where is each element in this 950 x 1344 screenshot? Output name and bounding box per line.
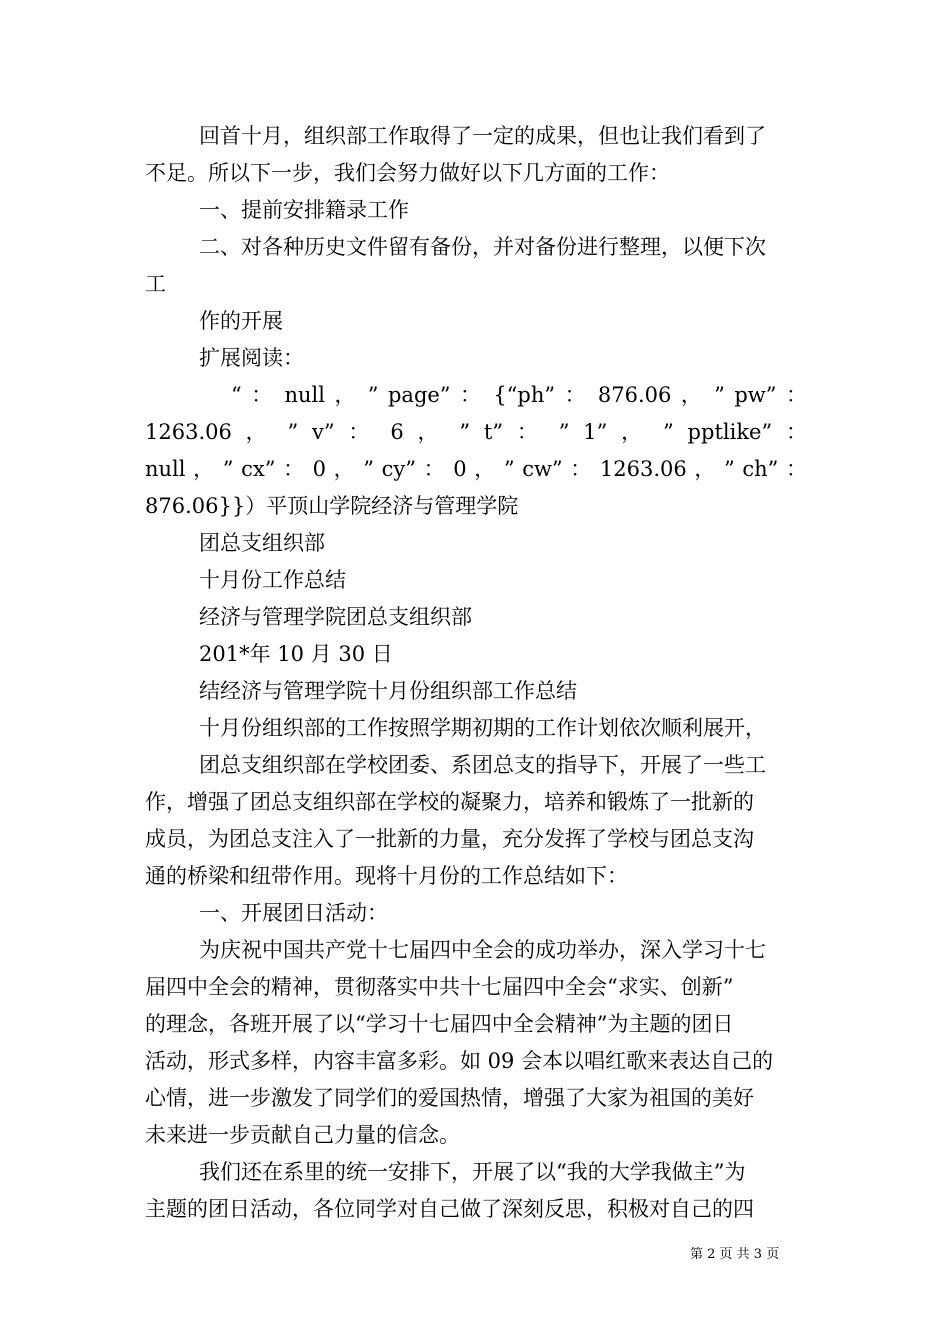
text-line: 未来进一步贡献自己力量的信念。	[145, 1123, 460, 1147]
text-line: 团总支组织部在学校团委、系团总支的指导下，开展了一些工	[199, 753, 766, 777]
text-line: 我们还在系里的统一安排下，开展了以“我的大学我做主”为	[199, 1160, 746, 1184]
text-line: 一、开展团日活动：	[199, 901, 388, 925]
text-line: 成员，为团总支注入了一批新的力量，充分发挥了学校与团总支沟	[145, 827, 754, 851]
text-line: 876.06}}）平顶山学院经济与管理学院	[145, 494, 519, 518]
document-body	[145, 118, 807, 1228]
text-line: 不足。所以下一步，我们会努力做好以下几方面的工作：	[145, 161, 670, 185]
text-line: 的理念，各班开展了以“学习十七届四中全会精神”为主题的团日	[145, 1012, 734, 1036]
text-line: 回首十月，组织部工作取得了一定的成果，但也让我们看到了	[199, 124, 766, 148]
text-line: “ ： null ， ” page” ： {“ph” ： 876.06 ， ” pw” ：	[231, 383, 807, 407]
text-line: 经济与管理学院团总支组织部	[199, 605, 472, 629]
text-line: 一、提前安排籍录工作	[199, 198, 409, 222]
text-line: 通的桥梁和纽带作用。现将十月份的工作总结如下：	[145, 864, 628, 888]
text-line: 结经济与管理学院十月份组织部工作总结	[199, 679, 577, 703]
text-line: 二、对各种历史文件留有备份，并对备份进行整理，以便下次	[199, 235, 766, 259]
text-line: 201*年 10 月 30 日	[199, 642, 393, 666]
text-line: 活动，形式多样，内容丰富多彩。如 09 会本以唱红歌来表达自己的	[145, 1049, 774, 1073]
text-line: 为庆祝中国共产党十七届四中全会的成功举办，深入学习十七	[199, 938, 766, 962]
text-line: 十月份组织部的工作按照学期初期的工作计划依次顺利展开，	[199, 716, 766, 740]
text-line: 团总支组织部	[199, 531, 325, 555]
text-line: 主题的团日活动，各位同学对自己做了深刻反思，积极对自己的四	[145, 1197, 754, 1221]
text-line: null ， ” cx” ： 0 ， ” cy” ： 0 ， ” cw” ： 1263.06 ， ” ch” ：	[145, 457, 807, 481]
text-line: 届四中全会的精神，贯彻落实中共十七届四中全会“求实、创新”	[145, 975, 734, 999]
text-line: 扩展阅读：	[199, 346, 304, 370]
text-line: 作，增强了团总支组织部在学校的凝聚力，培养和锻炼了一批新的	[145, 790, 754, 814]
text-line: 心情，进一步激发了同学们的爱国热情，增强了大家为祖国的美好	[145, 1086, 754, 1110]
text-line: 1263.06 ， ” v” ： 6 ， ” t” ： ” 1” ， ” pptlike” ：	[145, 420, 807, 444]
text-line: 作的开展	[199, 309, 283, 333]
text-line: 工	[145, 272, 166, 296]
text-line: 十月份工作总结	[199, 568, 346, 592]
page-number-footer: 第 2 页 共 3 页	[690, 1247, 780, 1262]
